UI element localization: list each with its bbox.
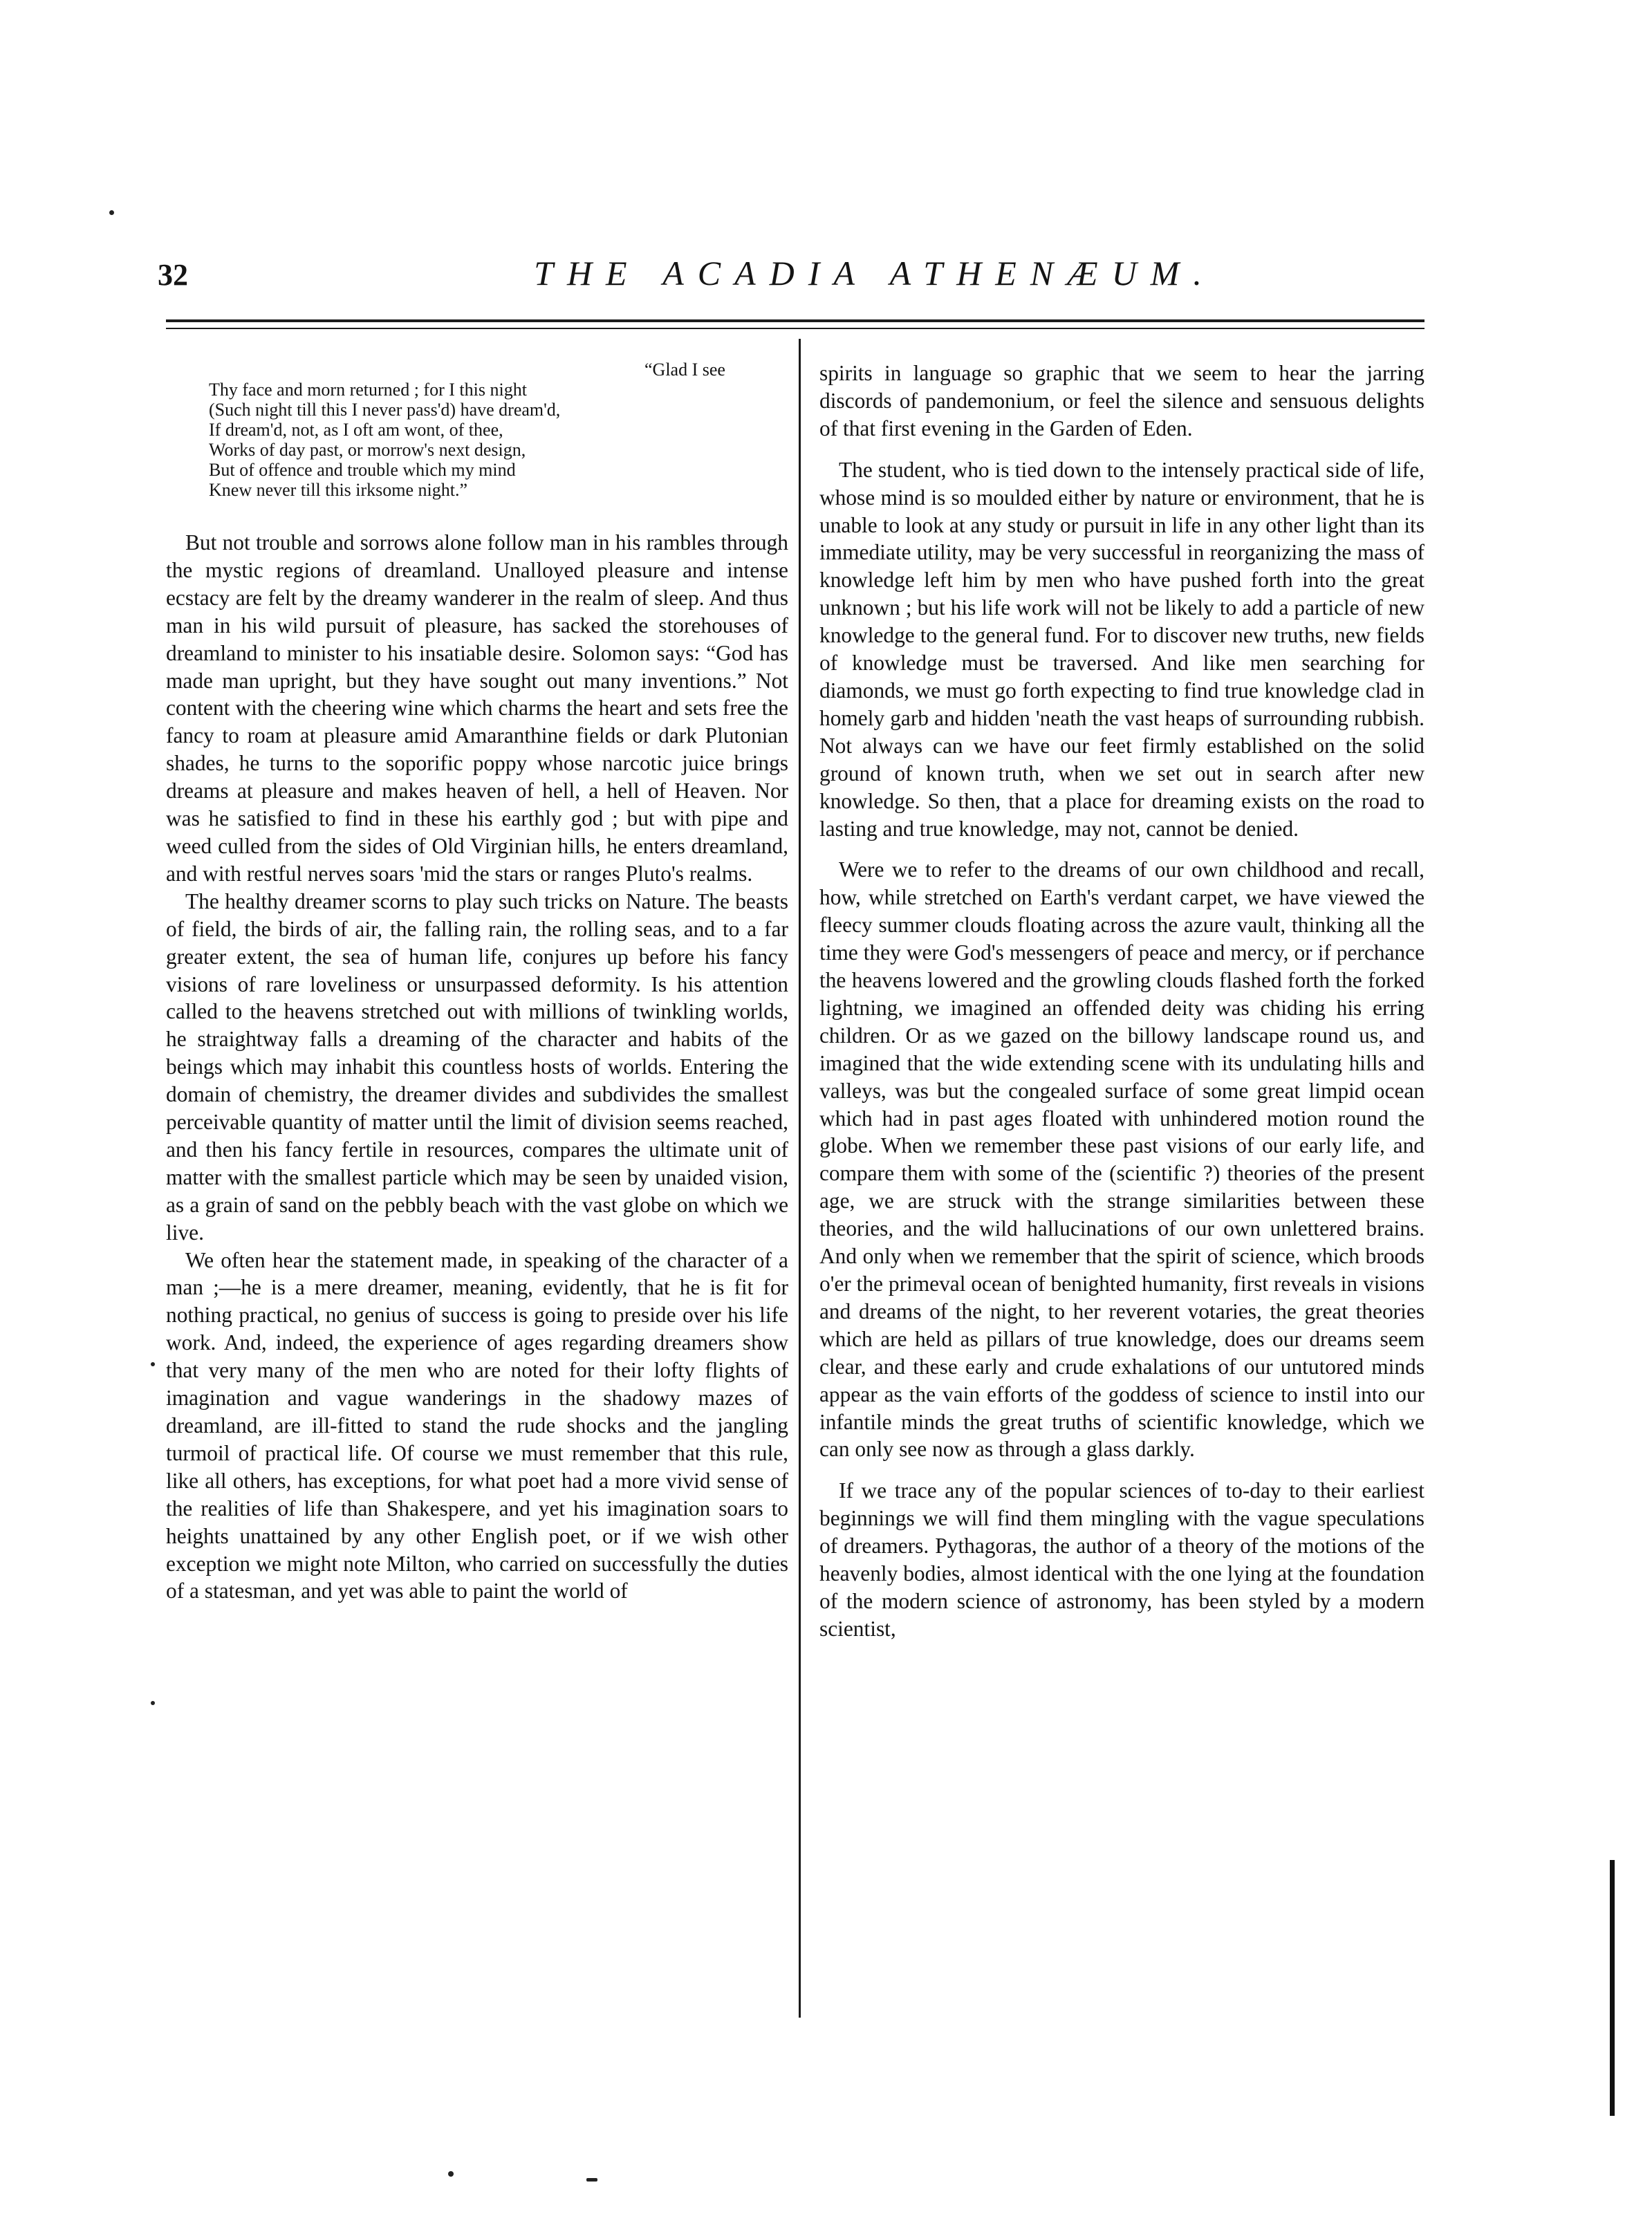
left-column	[166, 360, 788, 1605]
paragraph-gap	[819, 1463, 1424, 1477]
poem-line: Works of day past, or morrow's next design,	[209, 440, 526, 460]
paragraph: The healthy dreamer scorns to play such tricks on Nature. The beasts of field, the birds of air, the falling rain, the rolling seas, and to a far greater extent, the sea of human life, conjures up before his fancy visions of rare loveliness or unsurpassed deformity. Is his attention called to the heavens stretched out with millions of twinkling worlds, he straightway falls a dreaming of the character and habits of the beings which may inhabit this countless hosts of worlds. Entering the domain of chemistry, the dreamer divides and subdivides the smallest perceivable quantity of matter until the limit of division seems reached, and then his fancy fertile in resources, compares the ultimate unit of matter with the smallest particle which may be seen by unaided vision, as a grain of sand on the pebbly beach with the vast globe on which we live.	[166, 889, 788, 1245]
column-divider	[799, 339, 801, 2018]
running-head: THE ACADIA ATHENÆUM.	[534, 254, 1216, 292]
poem-line: But of offence and trouble which my mind	[209, 460, 516, 480]
scan-speck	[586, 2178, 597, 2182]
poem-line: Thy face and morn returned ; for I this night	[209, 380, 527, 400]
paragraph: spirits in language so graphic that we seem to hear the jarring discords of pandemonium, or feel the silence and sensuous delights of that first evening in the Garden of Eden.	[819, 361, 1424, 440]
right-column	[819, 360, 1424, 1643]
poem-line: Knew never till this irksome night.”	[209, 480, 468, 500]
paragraph-gap	[819, 842, 1424, 856]
poem-line: “Glad I see	[644, 360, 725, 380]
scan-speck	[448, 2171, 454, 2177]
scan-speck	[151, 1701, 155, 1705]
paragraph-gap	[819, 443, 1424, 456]
poem-line: If dream'd, not, as I oft am wont, of thee,	[209, 420, 503, 440]
paragraph: If we trace any of the popular sciences of to-day to their earliest beginnings we will find them mingling with the vague speculations of dreamers. Pythagoras, the author of a theory of the motions of the heavenly bodies, almost identical with the one lying at the foundation of the modern science of astronomy, has been styled by a modern scientist,	[819, 1478, 1424, 1641]
paragraph: The student, who is tied down to the intensely practical side of life, whose mind is so moulded either by nature or environment, that he is unable to look at any study or pursuit in life in any other light than its immediate utility, may be very successful in reorganizing the mass of knowledge left him by men who have pushed forth into the great unknown ; but his life work will not be likely to add a particle of new knowledge to the general fund. For to discover new truths, new fields of knowledge must be traversed. And like men searching for diamonds, we must go forth expecting to find true knowledge clad in homely garb and hidden 'neath the vast heaps of surrounding rubbish. Not always can we have our feet firmly established on the solid ground of known truth, when we set out in search after new knowledge. So then, that a place for dreaming exists on the road to lasting and true knowledge, may not, cannot be denied.	[819, 457, 1424, 841]
page-number: 32	[158, 258, 188, 292]
header-rule-thin	[166, 328, 1424, 329]
paragraph: But not trouble and sorrows alone follow man in his rambles through the mystic regions of dreamland. Unalloyed pleasure and intense ecstacy are felt by the dreamy wanderer in the realm of sleep. And thus man in his wild pursuit of pleasure, has sacked the storehouses of dreamland to minister to his insatiable desire. Solomon says: “God has made man upright, but they have sought out many inventions.” Not content with the cheering wine which charms the heart and sets free the fancy to roam at pleasure amid Amaranthine fields or dark Plutonian shades, he turns to the soporific poppy whose narcotic juice brings dreams at pleasure and makes heaven of hell, a hell of Heaven. Nor was he satisfied to find in these his earthly god ; but with pipe and weed culled from the sides of Old Virginian hills, he enters dreamland, and with restful nerves soars 'mid the stars or ranges Pluto's realms.	[166, 530, 788, 886]
margin-scan-bar	[1610, 1860, 1615, 2116]
paragraph: We often hear the statement made, in speaking of the character of a man ;—he is a mere dreamer, meaning, evidently, that he is fit for nothing practical, no genius of success is going to preside over his life work. And, indeed, the experience of ages regarding dreamers show that very many of the men who are noted for their lofty flights of imagination and vague wanderings in the shadowy mazes of dreamland, are ill-fitted to stand the rude shocks and the jangling turmoil of practical life. Of course we must remember that this rule, like all others, has exceptions, for what poet had a more vivid sense of the realities of life than Shakespere, and yet his imagination soars to heights unattained by any other English poet, or if we wish other exception we might note Milton, who carried on successfully the duties of a statesman, and yet was able to paint the world of	[166, 1247, 788, 1603]
paragraph: Were we to refer to the dreams of our own childhood and recall, how, while stretched on Earth's verdant carpet, we have viewed the fleecy summer clouds floating across the azure vault, thinking all the time they were God's messengers of peace and mercy, or if perchance the heavens lowered and the growling clouds flashed forth the forked lightning, we imagined an offended deity was chiding his erring children. Or as we gazed on the billowy landscape round us, and imagined that the wide extending scene with its undulating hills and valleys, was but the congealed surface of some great limpid ocean which had in past ages floated with unhindered motion round the globe. When we remember these past visions of our early life, and compare them with some of the (scientific ?) theories of the present age, we are struck with the strange similarities between these theories, and the wild hallucinations of our own unlettered brains. And only when we remember that the spirit of science, which broods o'er the primeval ocean of benighted humanity, first reveals in visions and dreams of the night, to her reverent votaries, the great theories which are held as pillars of true knowledge, does our dreams seem clear, and these early and crude exhalations of our untutored minds appear as the vain efforts of the goddess of science to instil into our infantile minds the great truths of scientific knowledge, which we can only see now as through a glass darkly.	[819, 857, 1424, 1462]
scan-speck	[151, 1362, 155, 1366]
header-rule-thick	[166, 319, 1424, 322]
poem-line: (Such night till this I never pass'd) have dream'd,	[209, 400, 561, 420]
poem-quotation	[166, 360, 788, 500]
scan-speck	[109, 210, 114, 215]
